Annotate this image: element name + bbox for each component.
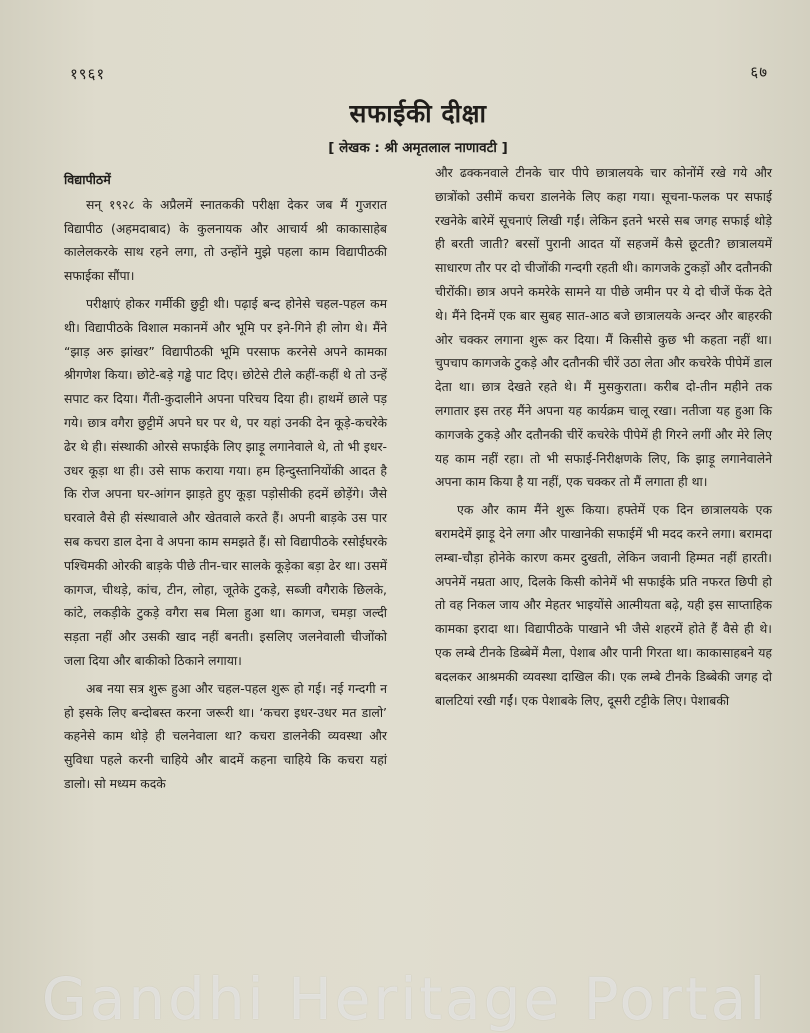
- section-heading: विद्यापीठमें: [64, 172, 111, 187]
- right-column: [435, 161, 772, 796]
- article-body: [64, 165, 772, 796]
- article-title: सफाईकी दीक्षा: [349, 99, 487, 128]
- left-paragraph-1: सन् १९२८ के अप्रैलमें स्नातककी परीक्षा देकर जब मैं गुजरात विद्यापीठ (अहमदाबाद) के कुलनायक और आचार्य श्री काकासाहेब कालेलकरके साथ रहने लगा, तो उन्होंने मुझे पहला काम विद्यापीठकी सफाईका सौंपा।: [64, 196, 387, 284]
- right-paragraph-2: एक और काम मैंने शुरू किया। हफ्तेमें एक दिन छात्रालयके एक बरामदेमें झाड़ू देने लगा और पाखानेकी सफाईमें भी मदद करने लगा। बरामदा लम्बा-चौड़ा होनेके कारण कमर दुखती, लेकिन जवानी हिम्मत नहीं हारती। अपनेमें नम्रता आए, दिलके किसी कोनेमें भी सफाईके प्रति नफरत छिपी हो तो वह निकल जाय और मेहतर भाइयोंसे आत्मीयता बढ़े, यही इस साप्ताहिक कामका इरादा था। विद्यापीठके पाखाने भी जैसे शहरमें होते हैं वैसे ही थे। एक लम्बे टीनके डिब्बेमें मैला, पेशाब और पानी गिरता था। काकासाहबने यह बदलकर आश्रमकी व्यवस्था दाखिल की। एक लम्बे टीनके डिब्बेकी जगह दो बालटियां रखी गईं। एक पेशाबके लिए, दूसरी टट्टीके लिए। पेशाबकी: [435, 502, 772, 708]
- right-paragraph-1: और ढक्कनवाले टीनके चार पीपे छात्रालयके चार कोनोंमें रखे गये और छात्रोंको उसीमें कचरा डालनेके लिए कहा गया। सूचना-फलक पर सफाई रखनेके बारेमें सूचनाएं लिखी गईं। लेकिन इतने भरसे सब जगह सफाई थोड़े ही बरती जाती? बरसों पुरानी आदत यों सहजमें कैसे छूटती? छात्रालयमें साधारण तौर पर दो चीजोंकी गन्दगी रहती थी। कागजके टुकड़ों और दतौनकी चीरोंकी। छात्र अपने कमरेके सामने या पीछे जमीन पर ये दो चीजें फेंक देते थे। मैंने दिनमें एक बार सुबह सात-आठ बजे छात्रालयके अन्दर और बाहरकी ओर चक्कर लगाना शुरू कर दिया। मैं किसीसे कुछ भी कहता नहीं था। चुपचाप कागजके टुकड़े और दतौनकी चीरें उठा लेता और कचरेके पीपेमें डाल देता था। छात्र देखते रहते थे। मैं मुसकुराता। करीब दो-तीन महीने तक लगातार इस तरह मैंने अपना यह कार्यक्रम चालू रखा। नतीजा यह हुआ कि कागजके टुकड़े और दतौनकी चीरें कचरेके पीपेमें ही गिरने लगीं और मेरे लिए यह काम नहीं रहा। तो भी सफाई-निरीक्षणके लिए, कि झाड़ू लगानेवालेने अपना काम किया है या नहीं, एक चक्कर तो मैं लगाता ही था।: [435, 165, 772, 490]
- article-byline: [ लेखक : श्री अमृतलाल नाणावटी ]: [328, 140, 508, 156]
- page-header: [64, 54, 772, 84]
- left-page-number: १९६१: [70, 65, 106, 83]
- watermark: Gandhi Heritage Portal: [41, 965, 769, 1033]
- left-column: [64, 168, 387, 796]
- right-page-number: ६७: [750, 63, 768, 81]
- left-paragraph-2: परीक्षाएं होकर गर्मीकी छुट्टी थी। पढ़ाई बन्द होनेसे चहल-पहल कम थी। विद्यापीठके विशाल मकानमें और भूमि पर इने-गिने ही लोग थे। मैंने “झाड़ अरु झांखर” विद्यापीठकी भूमि परसाफ करनेसे अपने कामका श्रीगणेश किया। छोटे-बड़े गड्ढे पाट दिए। छोटेसे टीले कहीं-कहीं थे तो उन्हें सपाट कर दिया। गैंती-कुदालीने अपना परिचय दिया ही। हाथमें छाले पड़ गये। छात्र वगैरा छुट्टीमें अपने घर पर थे, पर यहां उनकी देन कूड़े-कचरेके ढेर थे ही। संस्थाकी ओरसे सफाईके लिए झाड़ू लगानेवाले थे, तो भी इधर-उधर कूड़ा था ही। उसे साफ कराया गया। हम हिन्दुस्तानियोंकी आदत है कि रोज अपना घर-आंगन झाड़ते हुए कूड़ा पड़ोसीकी हदमें छोड़ेंगे। जैसे घरवाले वैसे ही संस्थावाले और खेतवाले करते हैं। अपनी बाड़के उस पार सब कचरा डाल देना वे अपना काम समझते हैं। सो विद्यापीठके रसोईघरके पश्चिमकी ओरकी बाड़के पीछे तीन-चार सालके कूड़ेका बड़ा ढेर था। उसमें कागज, चीथड़े, कांच, टीन, लोहा, जूतेके टुकड़े, सब्जी वगैराके छिलके, कांटे, लकड़ीके टुकड़े वगैरा सब मिला हुआ था। कागज, चमड़ा जल्दी सड़ता नहीं और उसकी खाद नहीं बनती। इसलिए जलनेवाली चीजोंको जला दिया और बाकीको ठिकाने लगाया।: [64, 295, 387, 668]
- left-paragraph-3: अब नया सत्र शुरू हुआ और चहल-पहल शुरू हो गई। नई गन्दगी न हो इसके लिए बन्दोबस्त करना जरूरी था। ‘कचरा इधर-उधर मत डालो’ कहनेसे काम थोड़े ही चलनेवाला था? कचरा डालनेकी व्यवस्था और सुविधा पहले करनी चाहिये और बादमें कहना चाहिये कि कचरा यहां डालो। सो मध्यम कदके: [64, 680, 387, 791]
